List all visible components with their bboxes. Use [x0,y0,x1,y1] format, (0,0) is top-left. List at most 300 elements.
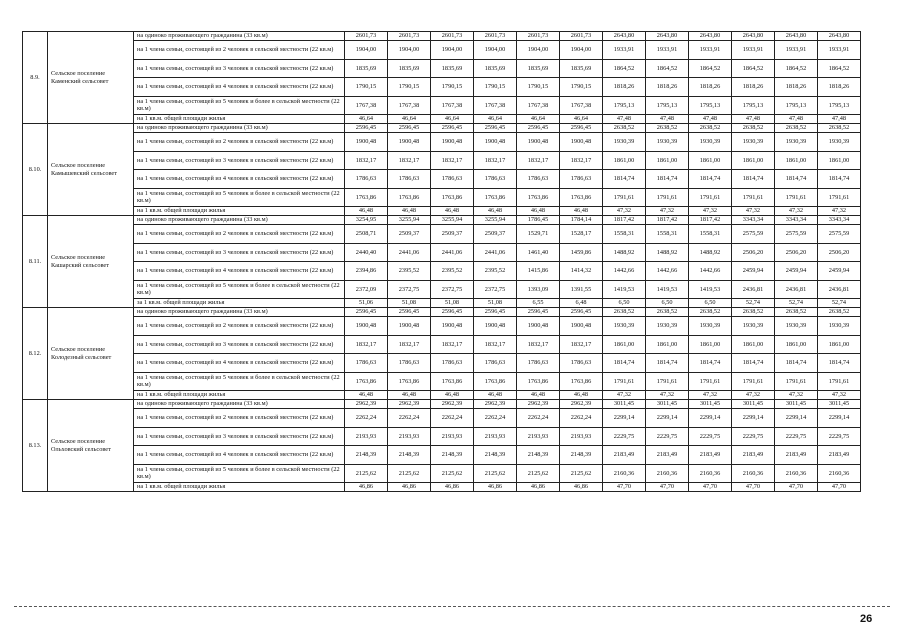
tariff-value-cell: 1864,52 [732,59,775,78]
tariff-value-cell: 51,06 [345,299,388,308]
tariff-value-cell: 1900,48 [474,317,517,336]
tariff-value-cell: 1791,61 [732,372,775,391]
tariff-value-cell: 47,32 [689,207,732,216]
tariff-value-cell: 2183,49 [818,446,861,465]
tariff-value-cell: 2575,59 [818,225,861,244]
tariff-value-cell: 2436,81 [818,280,861,299]
tariff-value-cell: 46,86 [431,483,474,492]
tariff-value-cell: 2596,45 [517,308,560,317]
tariff-value-cell: 1832,17 [474,151,517,170]
tariff-value-cell: 1864,52 [818,59,861,78]
tariff-value-cell: 6,50 [646,299,689,308]
tariff-value-cell: 1763,86 [431,372,474,391]
tariff-value-cell: 2229,75 [818,427,861,446]
tariff-value-cell: 2372,75 [431,280,474,299]
table-row [23,225,861,244]
tariff-value-cell: 51,08 [431,299,474,308]
tariff-value-cell: 2372,09 [345,280,388,299]
tariff-value-cell: 2596,45 [431,308,474,317]
tariff-value-cell: 1791,61 [689,188,732,207]
tariff-value-cell: 52,74 [818,299,861,308]
tariff-value-cell: 2638,52 [818,124,861,133]
tariff-value-cell: 46,86 [474,483,517,492]
tariff-value-cell: 52,74 [775,299,818,308]
tariff-value-cell: 2508,71 [345,225,388,244]
tariff-value-cell: 2125,62 [431,464,474,483]
tariff-value-cell: 1864,52 [646,59,689,78]
tariff-value-cell: 2638,52 [732,308,775,317]
row-description: на 1 члена семьи, состоящей из 2 человек в сельской местности (22 кв.м) [134,133,345,152]
tariff-value-cell: 1784,14 [560,216,603,225]
tariff-value-cell: 1814,74 [646,170,689,189]
tariff-value-cell: 1861,00 [775,335,818,354]
tariff-value-cell: 2262,24 [474,409,517,428]
tariff-value-cell: 1861,00 [603,335,646,354]
tariff-value-cell: 2962,39 [388,400,431,409]
tariff-value-cell: 1791,61 [646,188,689,207]
tariff-value-cell: 1900,48 [388,133,431,152]
tariff-value-cell: 1904,00 [474,41,517,60]
tariff-value-cell: 47,32 [603,207,646,216]
tariff-value-cell: 1767,38 [560,96,603,115]
tariff-value-cell: 2160,36 [775,464,818,483]
tariff-value-cell: 46,48 [431,207,474,216]
tariff-value-cell: 2441,06 [388,243,431,262]
tariff-value-cell: 1864,52 [603,59,646,78]
tariff-value-cell: 2962,39 [560,400,603,409]
tariff-value-cell: 2229,75 [775,427,818,446]
table-row [23,427,861,446]
tariff-value-cell: 1832,17 [517,335,560,354]
tariff-value-cell: 47,32 [775,207,818,216]
tariff-value-cell: 2148,39 [560,446,603,465]
tariff-value-cell: 2262,24 [517,409,560,428]
tariff-value-cell: 6,55 [517,299,560,308]
tariff-value-cell: 46,48 [560,207,603,216]
tariff-value-cell: 1459,86 [560,243,603,262]
tariff-value-cell: 2193,93 [345,427,388,446]
tariff-value-cell: 1558,31 [646,225,689,244]
tariff-value-cell: 46,48 [517,391,560,400]
tariff-value-cell: 47,32 [603,391,646,400]
tariff-value-cell: 6,50 [603,299,646,308]
tariff-value-cell: 2459,94 [775,262,818,281]
tariff-value-cell: 2160,36 [689,464,732,483]
table-row [23,483,861,492]
tariff-value-cell: 1933,91 [603,41,646,60]
tariff-value-cell: 1818,26 [775,78,818,97]
row-description: на 1 кв.м. общей площади жилья [134,115,345,124]
tariff-value-cell: 1763,86 [345,372,388,391]
tariff-value-cell: 2148,39 [345,446,388,465]
settlement-name: Сельское поселение Кашарский сельсовет [48,216,134,308]
tariff-value-cell: 1767,38 [388,96,431,115]
tariff-value-cell: 1786,63 [517,354,560,373]
tariff-value-cell: 1861,00 [775,151,818,170]
tariff-value-cell: 1415,86 [517,262,560,281]
tariff-value-cell: 1814,74 [603,354,646,373]
tariff-value-cell: 2643,80 [775,32,818,41]
table-row [23,32,861,41]
tariff-value-cell: 3255,94 [474,216,517,225]
table-row [23,464,861,483]
tariff-value-cell: 47,32 [775,391,818,400]
tariff-value-cell: 1900,48 [560,133,603,152]
tariff-value-cell: 1763,86 [474,188,517,207]
tariff-value-cell: 1767,38 [345,96,388,115]
tariff-value-cell: 1814,74 [732,354,775,373]
tariff-value-cell: 1904,00 [560,41,603,60]
tariff-value-cell: 3011,45 [646,400,689,409]
tariff-value-cell: 46,86 [560,483,603,492]
row-description: на одиноко проживающего гражданина (33 кв.м) [134,124,345,133]
tariff-value-cell: 1864,52 [775,59,818,78]
tariff-value-cell: 1790,15 [560,78,603,97]
tariff-value-cell: 2262,24 [388,409,431,428]
tariff-value-cell: 2160,36 [732,464,775,483]
tariff-value-cell: 2395,52 [474,262,517,281]
tariff-value-cell: 1488,92 [603,243,646,262]
settlement-name: Сельское поселение Камышевский сельсовет [48,124,134,216]
tariff-value-cell: 1767,38 [474,96,517,115]
tariff-value-cell: 1786,63 [517,170,560,189]
tariff-value-cell: 47,70 [732,483,775,492]
tariff-value-cell: 1930,39 [603,133,646,152]
tariff-value-cell: 3255,94 [431,216,474,225]
row-description: на 1 члена семьи, состоящей из 2 человек в сельской местности (22 кв.м) [134,317,345,336]
tariff-value-cell: 2962,39 [517,400,560,409]
tariff-value-cell: 2596,45 [388,124,431,133]
tariff-value-cell: 1763,86 [517,372,560,391]
tariff-value-cell: 1795,13 [603,96,646,115]
tariff-value-cell: 2596,45 [388,308,431,317]
tariff-value-cell: 1763,86 [560,188,603,207]
table-row [23,335,861,354]
tariff-value-cell: 1832,17 [474,335,517,354]
tariff-value-cell: 2596,45 [474,124,517,133]
tariff-value-cell: 6,48 [560,299,603,308]
tariff-value-cell: 2395,52 [388,262,431,281]
tariff-value-cell: 1763,86 [388,372,431,391]
row-description: на одиноко проживающего гражданина (33 кв.м) [134,32,345,41]
tariff-value-cell: 2299,14 [646,409,689,428]
tariff-value-cell: 46,48 [517,207,560,216]
tariff-value-cell: 1763,86 [474,372,517,391]
tariff-value-cell: 6,50 [689,299,732,308]
table-row [23,308,861,317]
tariff-value-cell: 1930,39 [732,317,775,336]
tariff-value-cell: 2601,73 [345,32,388,41]
tariff-value-cell: 1832,17 [431,335,474,354]
tariff-value-cell: 1818,26 [646,78,689,97]
tariff-value-cell: 2183,49 [646,446,689,465]
row-description: на 1 члена семьи, состоящей из 4 человек в сельской местности (22 кв.м) [134,170,345,189]
tariff-value-cell: 2596,45 [345,308,388,317]
tariff-value-cell: 1786,63 [474,170,517,189]
tariff-value-cell: 1904,00 [345,41,388,60]
tariff-value-cell: 1814,74 [775,170,818,189]
table-row [23,96,861,115]
tariff-value-cell: 1864,52 [689,59,732,78]
tariff-value-cell: 1791,61 [818,372,861,391]
tariff-value-cell: 46,86 [517,483,560,492]
tariff-value-cell: 1861,00 [689,335,732,354]
tariff-value-cell: 47,70 [818,483,861,492]
tariff-value-cell: 2601,73 [560,32,603,41]
table-row [23,409,861,428]
tariff-value-cell: 1933,91 [689,41,732,60]
tariff-value-cell: 46,64 [431,115,474,124]
tariff-value-cell: 1791,61 [603,188,646,207]
row-description: на 1 члена семьи, состоящей из 3 человек в сельской местности (22 кв.м) [134,59,345,78]
tariff-value-cell: 2125,62 [388,464,431,483]
tariff-value-cell: 52,74 [732,299,775,308]
tariff-table [22,31,861,492]
tariff-value-cell: 2596,45 [517,124,560,133]
tariff-value-cell: 1900,48 [474,133,517,152]
tariff-value-cell: 1488,92 [689,243,732,262]
tariff-value-cell: 1763,86 [431,188,474,207]
tariff-value-cell: 2183,49 [603,446,646,465]
tariff-value-cell: 1900,48 [517,317,560,336]
table-row [23,262,861,281]
tariff-value-cell: 1861,00 [689,151,732,170]
tariff-value-cell: 1791,61 [689,372,732,391]
tariff-value-cell: 2125,62 [517,464,560,483]
tariff-value-cell: 2148,39 [388,446,431,465]
tariff-value-cell: 2299,14 [775,409,818,428]
tariff-value-cell: 46,48 [388,391,431,400]
tariff-value-cell: 2596,45 [431,124,474,133]
tariff-value-cell: 2372,75 [474,280,517,299]
tariff-value-cell: 1814,74 [603,170,646,189]
tariff-value-cell: 1488,92 [646,243,689,262]
table-row [23,151,861,170]
table-row [23,133,861,152]
tariff-value-cell: 51,08 [388,299,431,308]
tariff-value-cell: 46,48 [388,207,431,216]
tariff-value-cell: 47,32 [732,207,775,216]
row-description: на 1 члена семьи, состоящей из 5 человек и более в сельской местности (22 кв.м) [134,372,345,391]
table-row [23,446,861,465]
tariff-value-cell: 2459,94 [818,262,861,281]
tariff-value-cell: 1786,63 [431,170,474,189]
row-description: на 1 члена семьи, состоящей из 4 человек в сельской местности (22 кв.м) [134,262,345,281]
row-description: на 1 члена семьи, состоящей из 4 человек в сельской местности (22 кв.м) [134,78,345,97]
tariff-value-cell: 1900,48 [345,133,388,152]
tariff-value-cell: 1791,61 [732,188,775,207]
tariff-value-cell: 2962,39 [345,400,388,409]
tariff-value-cell: 47,32 [818,207,861,216]
tariff-value-cell: 47,32 [646,391,689,400]
tariff-value-cell: 46,48 [345,207,388,216]
tariff-value-cell: 46,64 [517,115,560,124]
tariff-value-cell: 2125,62 [345,464,388,483]
table-row [23,207,861,216]
tariff-value-cell: 2638,52 [775,124,818,133]
tariff-value-cell: 1529,71 [517,225,560,244]
tariff-value-cell: 2125,62 [474,464,517,483]
tariff-value-cell: 1767,38 [517,96,560,115]
tariff-value-cell: 2262,24 [345,409,388,428]
tariff-value-cell: 1930,39 [646,133,689,152]
tariff-table-sheet [22,31,860,492]
tariff-value-cell: 1528,17 [560,225,603,244]
table-row [23,188,861,207]
tariff-value-cell: 1900,48 [517,133,560,152]
row-description: на 1 члена семьи, состоящей из 3 человек в сельской местности (22 кв.м) [134,335,345,354]
tariff-value-cell: 47,32 [818,391,861,400]
table-row [23,216,861,225]
tariff-value-cell: 1419,53 [603,280,646,299]
tariff-value-cell: 1461,40 [517,243,560,262]
tariff-value-cell: 2509,37 [474,225,517,244]
tariff-value-cell: 1795,13 [732,96,775,115]
tariff-value-cell: 47,48 [646,115,689,124]
tariff-value-cell: 3011,45 [689,400,732,409]
tariff-value-cell: 1933,91 [732,41,775,60]
tariff-value-cell: 1817,42 [689,216,732,225]
tariff-value-cell: 1786,63 [345,354,388,373]
tariff-value-cell: 1795,13 [775,96,818,115]
tariff-value-cell: 1835,69 [388,59,431,78]
tariff-value-cell: 1904,00 [431,41,474,60]
table-row [23,124,861,133]
tariff-value-cell: 51,08 [474,299,517,308]
row-description: на одиноко проживающего гражданина (33 кв.м) [134,216,345,225]
tariff-value-cell: 1814,74 [775,354,818,373]
tariff-value-cell: 47,32 [689,391,732,400]
row-description: на одиноко проживающего гражданина (33 кв.м) [134,400,345,409]
tariff-value-cell: 1930,39 [818,133,861,152]
tariff-value-cell: 1419,53 [646,280,689,299]
tariff-value-cell: 2638,52 [689,308,732,317]
tariff-value-cell: 47,48 [732,115,775,124]
tariff-value-cell: 2596,45 [474,308,517,317]
tariff-value-cell: 2459,94 [732,262,775,281]
row-description: на 1 члена семьи, состоящей из 4 человек в сельской местности (22 кв.м) [134,446,345,465]
table-row [23,391,861,400]
tariff-value-cell: 2372,75 [388,280,431,299]
tariff-value-cell: 1814,74 [818,354,861,373]
tariff-value-cell: 1930,39 [775,317,818,336]
tariff-value-cell: 1790,15 [517,78,560,97]
tariff-value-cell: 1930,39 [775,133,818,152]
tariff-value-cell: 2148,39 [431,446,474,465]
tariff-value-cell: 1933,91 [818,41,861,60]
tariff-value-cell: 1835,69 [431,59,474,78]
table-row [23,280,861,299]
tariff-value-cell: 2394,86 [345,262,388,281]
tariff-value-cell: 2441,06 [474,243,517,262]
tariff-value-cell: 1814,74 [646,354,689,373]
settlement-name: Сельское поселение Ольховский сельсовет [48,400,134,492]
table-row [23,372,861,391]
tariff-value-cell: 3011,45 [732,400,775,409]
tariff-value-cell: 1786,63 [474,354,517,373]
tariff-value-cell: 1786,45 [517,216,560,225]
tariff-value-cell: 2638,52 [775,308,818,317]
tariff-value-cell: 1817,42 [603,216,646,225]
table-row [23,59,861,78]
row-description: на 1 члена семьи, состоящей из 2 человек в сельской местности (22 кв.м) [134,409,345,428]
tariff-value-cell: 1790,15 [388,78,431,97]
table-row [23,41,861,60]
tariff-value-cell: 1817,42 [646,216,689,225]
tariff-value-cell: 2193,93 [431,427,474,446]
tariff-value-cell: 2506,20 [818,243,861,262]
tariff-value-cell: 46,64 [388,115,431,124]
tariff-value-cell: 2229,75 [646,427,689,446]
tariff-value-cell: 46,64 [345,115,388,124]
tariff-value-cell: 1900,48 [345,317,388,336]
tariff-value-cell: 3343,34 [732,216,775,225]
tariff-value-cell: 1558,31 [689,225,732,244]
tariff-value-cell: 1786,63 [345,170,388,189]
tariff-value-cell: 46,48 [474,391,517,400]
tariff-value-cell: 1861,00 [732,335,775,354]
tariff-value-cell: 47,70 [603,483,646,492]
tariff-value-cell: 3343,34 [818,216,861,225]
row-description: на 1 кв.м. общей площади жилья [134,483,345,492]
tariff-value-cell: 1933,91 [646,41,689,60]
tariff-value-cell: 1814,74 [689,170,732,189]
tariff-value-cell: 1861,00 [818,335,861,354]
tariff-value-cell: 1818,26 [689,78,732,97]
tariff-value-cell: 1832,17 [560,151,603,170]
tariff-value-cell: 47,48 [689,115,732,124]
tariff-value-cell: 1861,00 [603,151,646,170]
tariff-value-cell: 47,32 [646,207,689,216]
tariff-value-cell: 2962,39 [431,400,474,409]
tariff-value-cell: 1832,17 [345,151,388,170]
tariff-value-cell: 1814,74 [732,170,775,189]
tariff-value-cell: 1861,00 [646,151,689,170]
tariff-value-cell: 47,70 [646,483,689,492]
tariff-value-cell: 2436,81 [775,280,818,299]
group-index: 8.13. [23,400,48,492]
tariff-value-cell: 3011,45 [775,400,818,409]
tariff-value-cell: 1442,66 [603,262,646,281]
tariff-value-cell: 1786,63 [560,170,603,189]
tariff-value-cell: 1930,39 [818,317,861,336]
tariff-value-cell: 2193,93 [517,427,560,446]
tariff-value-cell: 1791,61 [775,372,818,391]
tariff-value-cell: 2229,75 [689,427,732,446]
row-description: на 1 кв.м. общей площади жилья [134,391,345,400]
tariff-value-cell: 1818,26 [603,78,646,97]
tariff-value-cell: 2506,20 [775,243,818,262]
page-number: 26 [860,613,873,625]
tariff-value-cell: 2160,36 [818,464,861,483]
tariff-value-cell: 2299,14 [689,409,732,428]
tariff-value-cell: 2436,81 [732,280,775,299]
tariff-value-cell: 2160,36 [603,464,646,483]
tariff-table-body [23,32,861,492]
tariff-value-cell: 46,48 [345,391,388,400]
tariff-value-cell: 2193,93 [560,427,603,446]
row-description: на 1 кв.м. общей площади жилья [134,207,345,216]
tariff-value-cell: 2160,36 [646,464,689,483]
tariff-value-cell: 2395,52 [431,262,474,281]
tariff-value-cell: 1790,15 [345,78,388,97]
tariff-value-cell: 2299,14 [732,409,775,428]
tariff-value-cell: 3343,34 [775,216,818,225]
tariff-value-cell: 2229,75 [603,427,646,446]
tariff-value-cell: 1930,39 [603,317,646,336]
tariff-value-cell: 3011,45 [603,400,646,409]
tariff-value-cell: 1832,17 [517,151,560,170]
